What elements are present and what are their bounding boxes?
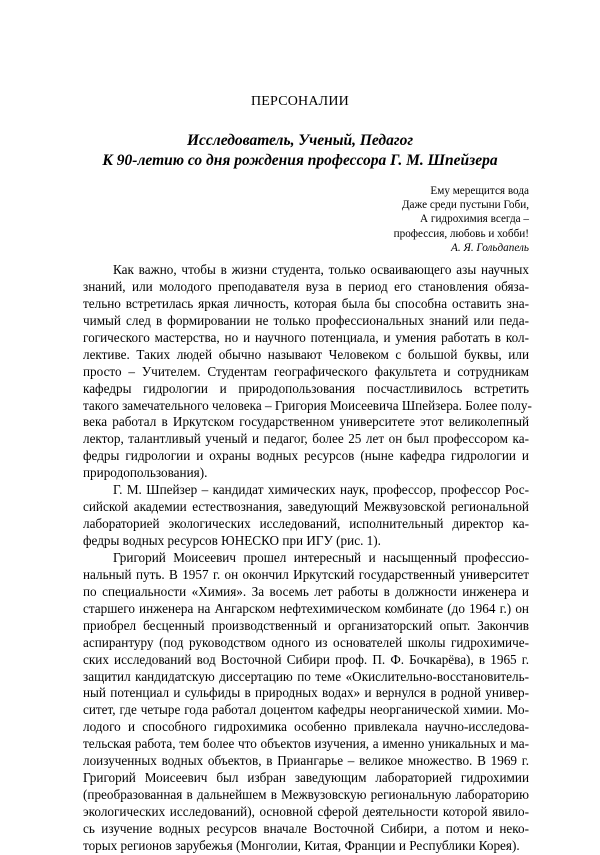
- body-line: экологических исследований), основной сферой деятельности которой явило-: [83, 804, 529, 819]
- body-line: чимый след в формировании не только профессиональных знаний или педа-: [83, 312, 529, 328]
- body-line: просто – Учителем. Студентам географического факультета и сотрудникам: [83, 363, 529, 379]
- article-title: Исследователь, Ученый, Педагог: [186, 132, 414, 149]
- body-line: (преобразованная в дальнейшем в Межвузовскую региональную лабораторию: [83, 787, 529, 803]
- body-line: лодого и способного гидрохимика особенно привлекала научно-исследова-: [83, 719, 529, 735]
- body-line: гогического мастерства, но и научного потенциала, и умения работать в кол-: [83, 329, 529, 345]
- epigraph-line: профессия, любовь и хобби!: [393, 227, 529, 240]
- body-line: природопользования).: [83, 465, 208, 481]
- body-line: ный потенциал и сульфиды в природных водах» и вернулся в родной универ-: [83, 685, 529, 701]
- body-line: Григорий Моисеевич прошел интересный и насыщенный профессио-: [113, 549, 529, 565]
- body-line: лектор, талантливый ученый и педагог, более 25 лет он был профессором ка-: [83, 431, 529, 447]
- body-line: федры гидрологии и охраны водных ресурсов (ныне кафедра гидрологии и: [83, 448, 529, 464]
- body-line: тельская работа, тем более что объектов изучения, а именно уникальных и ма-: [83, 736, 529, 752]
- body-line: такого замечательного человека – Григория Моисеевича Шпейзера. Более полу-: [83, 397, 532, 413]
- article-subtitle: К 90-летию со дня рождения профессора Г. М. Шпейзера: [102, 152, 498, 169]
- body-line: тельно встретилась яркая личность, которая была бы способна оставить зна-: [83, 295, 529, 311]
- body-line: федры водных ресурсов ЮНЕСКО при ИГУ (рис. 1).: [83, 533, 381, 548]
- epigraph-author: А. Я. Гольдапель: [451, 241, 529, 254]
- body-line: Как важно, чтобы в жизни студента, только осваивающего азы научных: [113, 262, 529, 277]
- body-line: сийской академии естествознания, заведующий Межвузовской региональной: [83, 499, 529, 515]
- section-heading: ПЕРСОНАЛИИ: [250, 94, 349, 109]
- body-line: ских исследований вод Восточной Сибири проф. П. Ф. Бочкарёва), в 1965 г.: [83, 651, 529, 667]
- body-line: приобрел бесценный производственный и организаторский опыт. Закончив: [83, 617, 529, 633]
- body-line: старшего инженера на Ангарском нефтехимическом комбинате (до 1964 г.) он: [83, 600, 529, 616]
- body-line: знаний, или молодого преподавателя вуза в период его становления обяза-: [83, 278, 529, 294]
- body-line: лективе. Таких людей обычно называют Человеком с большой буквы, или: [83, 346, 529, 362]
- body-line: защитил кандидатскую диссертацию по теме «Окислительно-восстановитель-: [83, 668, 529, 684]
- epigraph: [280, 184, 529, 255]
- body-line: ситет, где четыре года работал доцентом кафедры неорганической химии. Мо-: [83, 702, 529, 718]
- body-line: торых регионов зарубежья (Монголии, Китая, Франции и Республики Корея).: [83, 837, 520, 853]
- article-body: [83, 262, 532, 855]
- body-line: нальный путь. В 1957 г. он окончил Иркутский государственный университет: [83, 566, 529, 582]
- epigraph-line: Даже среди пустыни Гоби,: [401, 199, 529, 212]
- epigraph-line: А гидрохимия всегда –: [419, 213, 529, 226]
- body-line: Григорий Моисеевич был избран заведующим лабораторией гидрохимии: [83, 770, 529, 786]
- body-line: кафедры гидрологии и природопользования посчастливилось встретить: [83, 380, 529, 396]
- body-line: Г. М. Шпейзер – кандидат химических наук, профессор, профессор Рос-: [113, 482, 529, 498]
- body-line: по специальности «Химия». За восемь лет работы в должности инженера и: [83, 583, 529, 599]
- body-line: аспирантуру (под руководством одного из основателей школы гидрохимиче-: [83, 634, 529, 650]
- epigraph-line: Ему мерещится вода: [430, 185, 529, 197]
- body-line: сь изучение водных ресурсов вначале Восточной Сибири, а потом и неко-: [83, 820, 529, 836]
- body-line: лоизученных водных объектов, в Приангарье – великое множество. В 1969 г.: [83, 753, 529, 769]
- body-line: лабораторией экологических исследований, исполнительный директор ка-: [83, 516, 529, 532]
- body-line: века работал в Иркутском государственном университете этот великолепный: [83, 414, 529, 430]
